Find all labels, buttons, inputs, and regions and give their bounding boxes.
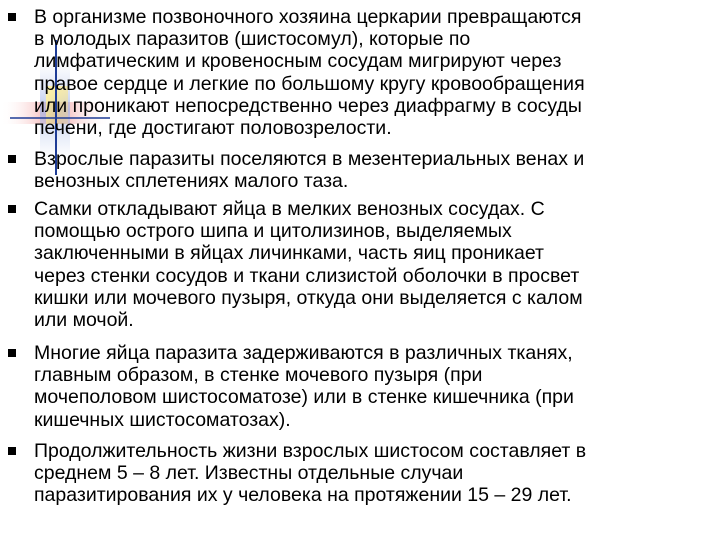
bullet-item [34, 198, 714, 331]
bullet-item [34, 342, 714, 431]
bullet-text: В организме позвоночного хозяина церкарии превращаются в молодых паразитов (шистосомул), которые по лимфатическим и кровеносным сосудам мигрируют через правое сердце и легкие по большому кругу кровообращения или проникают непосредственно через диафрагму в сосуды печени, где достигают половозрелости. [34, 6, 585, 140]
bullet-item [34, 148, 714, 192]
square-bullet-icon [8, 447, 16, 455]
bullet-text: Продолжительность жизни взрослых шистосом составляет в среднем 5 – 8 лет. Известны отдельные случаи паразитирования их у человека на протяжении 15 – 29 лет. [34, 440, 587, 507]
bullet-text: Многие яйца паразита задерживаются в различных тканях, главным образом, в стенке мочевого пузыря (при мочеполовом шистосоматозе) или в стенке кишечника (при кишечных шистосоматозах). [34, 342, 574, 431]
square-bullet-icon [8, 155, 16, 163]
bullet-item [34, 6, 714, 139]
bullet-item [34, 440, 714, 507]
square-bullet-icon [8, 13, 16, 21]
square-bullet-icon [8, 349, 16, 357]
bullet-text: Взрослые паразиты поселяются в мезентериальных венах и венозных сплетениях малого таза. [34, 148, 585, 193]
bullet-text: Самки откладывают яйца в мелких венозных сосудах. С помощью острого шипа и цитолизинов, выделяемых заключенными в яйцах личинками, часть яиц проникает через стенки сосудов и ткани слизистой оболочки в просвет кишки или мочевого пузыря, откуда они выделяется с калом или мочой. [34, 198, 583, 332]
square-bullet-icon [8, 205, 16, 213]
